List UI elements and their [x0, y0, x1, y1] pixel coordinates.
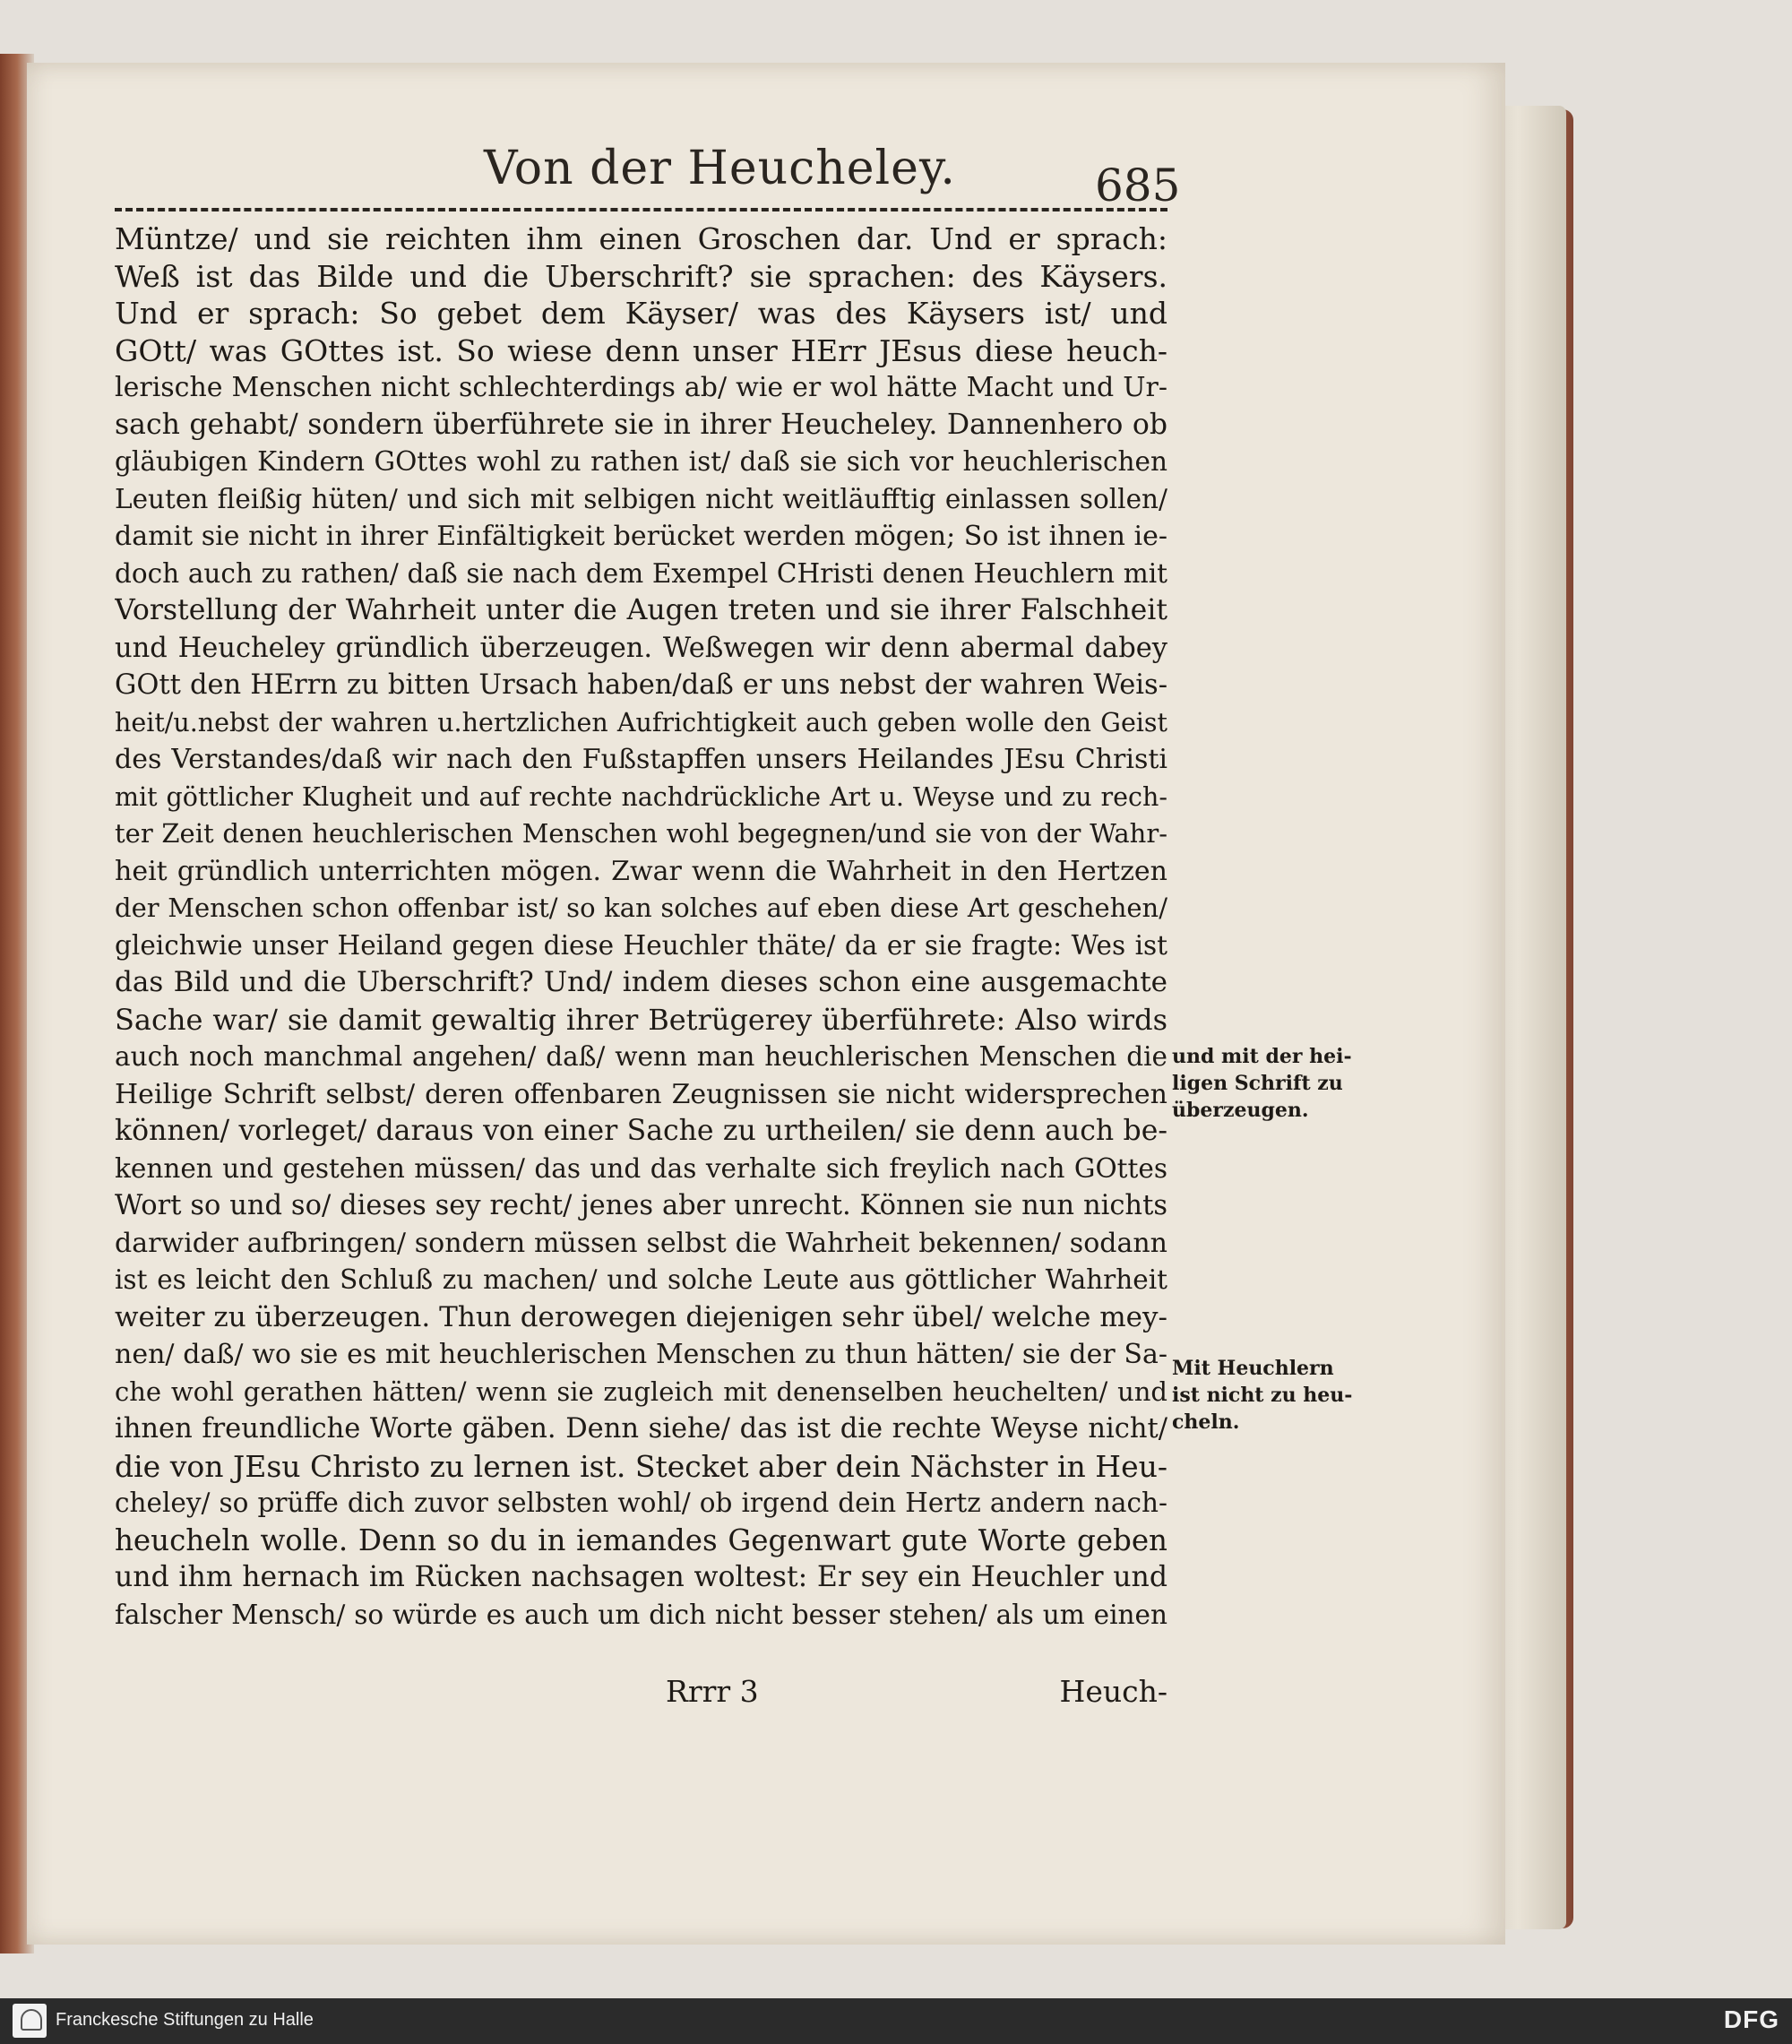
text-line: cheley/ so prüffe dich zuvor selbsten wohl/ ob irgend dein Hertz andern nach-: [115, 1488, 1167, 1518]
text-line: ter Zeit denen heuchlerischen Menschen wohl begegnen/und sie von der Wahr-: [115, 818, 1167, 849]
text-line: Heilige Schrift selbst/ deren offenbaren Zeugnissen sie nicht widersprechen: [115, 1078, 1167, 1110]
text-line: Leuten fleißig hüten/ und sich mit selbigen nicht weitläufftig einlassen sollen/: [115, 483, 1167, 514]
text-line: che wohl gerathen hätten/ wenn sie zugleich mit denenselben heuchelten/ und: [115, 1376, 1167, 1407]
page-footer-line: [115, 1674, 1167, 1713]
text-line: weiter zu überzeugen. Thun derowegen diejenigen sehr übel/ welche mey-: [115, 1300, 1167, 1333]
text-line: die von JEsu Christo zu lernen ist. Stecket aber dein Nächster in Heu-: [115, 1448, 1167, 1484]
text-line: der Menschen schon offenbar ist/ so kan solches auf eben diese Art geschehen/: [115, 893, 1167, 923]
text-line: ist es leicht den Schluß zu machen/ und solche Leute aus göttlicher Wahrheit: [115, 1264, 1167, 1295]
institution-name: Franckesche Stiftungen zu Halle: [56, 2010, 314, 2030]
text-line: das Bild und die Uberschrift? Und/ indem dieses schon eine ausgemachte: [115, 966, 1167, 998]
text-line: Müntze/ und sie reichten ihm einen Groschen dar. Und er sprach:: [115, 221, 1167, 256]
text-line: und ihm hernach im Rücken nachsagen woltest: Er sey ein Heuchler und: [115, 1561, 1167, 1593]
text-line: des Verstandes/daß wir nach den Fußstapffen unsers Heilandes JEsu Christi: [115, 744, 1167, 775]
text-line: darwider aufbringen/ sondern müssen selbst die Wahrheit bekennen/ sodann: [115, 1227, 1167, 1259]
text-line: GOtt den HErrn zu bitten Ursach haben/daß er uns nebst der wahren Weis-: [115, 669, 1167, 701]
institution-logo-icon: [13, 2004, 47, 2038]
running-head: Von der Heucheley.: [484, 142, 956, 195]
text-line: sach gehabt/ sondern überführete sie in ihrer Heucheley. Dannenhero ob: [115, 408, 1167, 441]
text-line: Sache war/ sie damit gewaltig ihrer Betrügerey überführete: Also wirds: [115, 1002, 1167, 1037]
dfg-badge: DFG: [1723, 2005, 1779, 2033]
text-line: Weß ist das Bilde und die Uberschrift? sie sprachen: des Käysers.: [115, 258, 1167, 294]
header-rule: [115, 208, 1167, 211]
margin-note: [1172, 1355, 1353, 1436]
text-line: auch noch manchmal angehen/ daß/ wenn man heuchlerischen Menschen die: [115, 1041, 1167, 1072]
margin-note-line: ligen Schrift zu: [1172, 1072, 1343, 1095]
text-line: Wort so und so/ dieses sey recht/ jenes aber unrecht. Können sie nun nichts: [115, 1190, 1167, 1221]
text-line: können/ vorleget/ daraus von einer Sache zu urtheilen/ sie denn auch be-: [115, 1115, 1167, 1147]
margin-note-line: cheln.: [1172, 1410, 1240, 1434]
margin-note: [1172, 1043, 1352, 1124]
text-line: Vorstellung der Wahrheit unter die Augen treten und sie ihrer Falschheit: [115, 594, 1167, 626]
text-line: damit sie nicht in ihrer Einfältigkeit berücket werden mögen; So ist ihnen ie-: [115, 521, 1167, 552]
text-line: gleichwie unser Heiland gegen diese Heuchler thäte/ da er sie fragte: Wes ist: [115, 929, 1167, 961]
margin-note-line: Mit Heuchlern: [1172, 1357, 1334, 1380]
margin-note-line: überzeugen.: [1172, 1099, 1309, 1122]
text-line: und Heucheley gründlich überzeugen. Weßwegen wir denn abermal dabey: [115, 632, 1167, 664]
text-line: nen/ daß/ wo sie es mit heuchlerischen Menschen zu thun hätten/ sie der Sa-: [115, 1339, 1167, 1370]
signature-mark: Rrrr 3: [666, 1674, 759, 1709]
text-line: ihnen freundliche Worte gäben. Denn siehe/ das ist die rechte Weyse nicht/: [115, 1413, 1167, 1445]
text-line: kennen und gestehen müssen/ das und das verhalte sich freylich nach GOttes: [115, 1152, 1167, 1184]
body-text: [115, 220, 1167, 1634]
text-line: GOtt/ was GOttes ist. So wiese denn unser HErr JEsus diese heuch-: [115, 332, 1167, 368]
text-line: heit/u.nebst der wahren u.hertzlichen Aufrichtigkeit auch geben wolle den Geist: [115, 707, 1167, 737]
margin-note-line: und mit der hei-: [1172, 1045, 1352, 1068]
catchword: Heuch-: [1059, 1674, 1167, 1709]
text-line: gläubigen Kindern GOttes wohl zu rathen ist/ daß sie sich vor heuchlerischen: [115, 446, 1167, 477]
text-line: lerische Menschen nicht schlechterdings ab/ wie er wol hätte Macht und Ur-: [115, 372, 1167, 403]
text-line: Und er sprach: So gebet dem Käyser/ was des Käysers ist/ und: [115, 296, 1167, 331]
viewer-footer-bar: [0, 1998, 1792, 2044]
text-line: mit göttlicher Klugheit und auf rechte nachdrückliche Art u. Weyse und zu rech-: [115, 781, 1167, 812]
margin-note-line: ist nicht zu heu-: [1172, 1384, 1353, 1407]
page-number: 685: [1095, 160, 1181, 211]
text-line: doch auch zu rathen/ daß sie nach dem Exempel CHristi denen Heuchlern mit: [115, 557, 1167, 589]
text-line: falscher Mensch/ so würde es auch um dich nicht besser stehen/ als um einen: [115, 1599, 1167, 1630]
text-line: heit gründlich unterrichten mögen. Zwar wenn die Wahrheit in den Hertzen: [115, 855, 1167, 887]
text-line: heucheln wolle. Denn so du in iemandes Gegenwart gute Worte geben: [115, 1522, 1167, 1557]
